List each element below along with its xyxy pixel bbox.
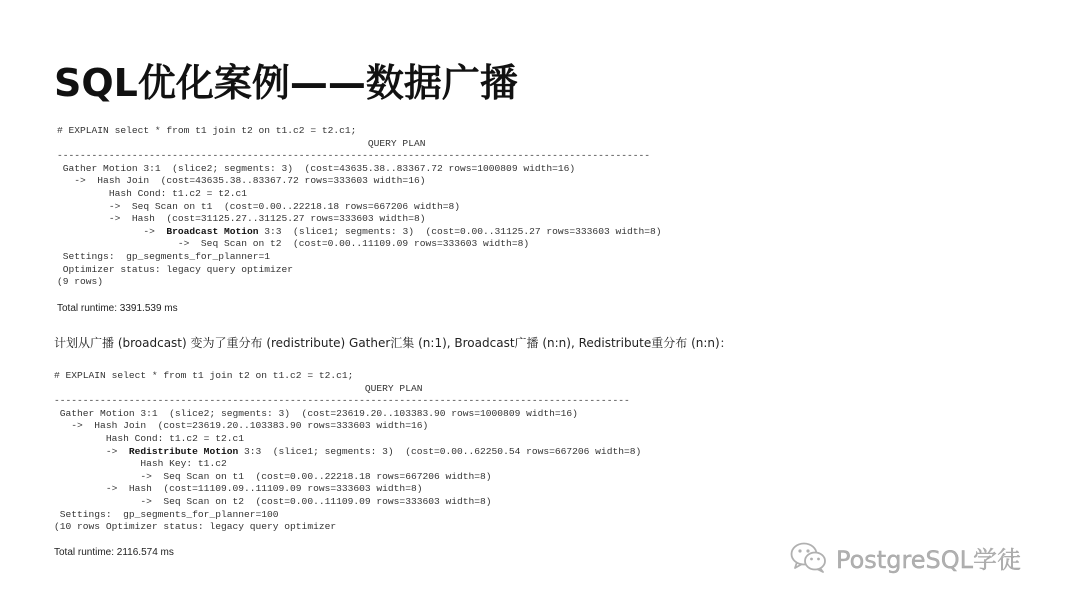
plan-line: -> Seq Scan on t2 (cost=0.00..11109.09 rows=333603 width=8) (54, 495, 492, 507)
plan-line: Hash Cond: t1.c2 = t2.c1 (57, 187, 247, 199)
plan-line: ------------------------------------------------------------------------------------------------------- (57, 150, 650, 162)
plan-line-rest: 3:3 (slice1; segments: 3) (cost=0.00..31125.27 rows=333603 width=8) (258, 225, 662, 237)
plan-line: Settings: gp_segments_for_planner=100 (54, 508, 279, 520)
plan-line: Gather Motion 3:1 (slice2; segments: 3) (cost=23619.20..103383.90 rows=1000809 width=16) (54, 407, 578, 419)
plan-line: Hash Cond: t1.c2 = t2.c1 (54, 432, 244, 444)
query-plan-2 (54, 370, 641, 534)
plan-line-prefix: -> (54, 445, 129, 457)
plan-line: -> Hash (cost=31125.27..31125.27 rows=333603 width=8) (57, 213, 426, 225)
plan-line: Settings: gp_segments_for_planner=1 (57, 250, 271, 262)
plan-line: # EXPLAIN select * from t1 join t2 on t1.c2 = t2.c1; (57, 125, 357, 136)
plan-line: Optimizer status: legacy query optimizer (57, 263, 294, 275)
total-runtime-1: Total runtime: 3391.539 ms (57, 303, 178, 314)
plan-line-rest: 3:3 (slice1; segments: 3) (cost=0.00..62250.54 rows=667206 width=8) (238, 445, 642, 457)
plan-line: QUERY PLAN (57, 137, 426, 149)
plan-line: -> Seq Scan on t1 (cost=0.00..22218.18 rows=667206 width=8) (57, 200, 461, 212)
plan-change-description: 计划从广播 (broadcast) 变为了重分布 (redistribute) Gather汇集 (n:1), Broadcast广播 (n:n), Redistribute重分布 (n:n)： (54, 336, 732, 350)
motion-keyword: Broadcast Motion (166, 225, 259, 237)
motion-keyword: Redistribute Motion (128, 445, 239, 457)
plan-line: # EXPLAIN select * from t1 join t2 on t1.c2 = t2.c1; (54, 370, 354, 381)
plan-line (57, 226, 662, 239)
query-plan-1 (57, 125, 662, 289)
plan-line: ---------------------------------------------------------------------------------------------------- (54, 395, 630, 407)
plan-line: (10 rows Optimizer status: legacy query optimizer (54, 521, 337, 533)
plan-line: Gather Motion 3:1 (slice2; segments: 3) (cost=43635.38..83367.72 rows=1000809 width=16) (57, 162, 576, 174)
watermark-text: PostgreSQL学徒 (836, 545, 1022, 574)
plan-line: -> Hash Join (cost=23619.20..103383.90 rows=333603 width=16) (54, 420, 429, 432)
total-runtime-2: Total runtime: 2116.574 ms (54, 547, 174, 558)
watermark (790, 540, 1021, 574)
plan-line: Hash Key: t1.c2 (54, 458, 227, 470)
plan-line: QUERY PLAN (54, 382, 423, 394)
plan-line: -> Hash (cost=11109.09..11109.09 rows=333603 width=8) (54, 483, 423, 495)
plan-line: -> Seq Scan on t1 (cost=0.00..22218.18 rows=667206 width=8) (54, 470, 492, 482)
wechat-icon (790, 541, 828, 573)
plan-line: (9 rows) (57, 276, 104, 288)
slide-title: SQL优化案例——数据广播 (54, 61, 518, 105)
plan-line (54, 446, 641, 459)
plan-line: -> Seq Scan on t2 (cost=0.00..11109.09 rows=333603 width=8) (57, 238, 530, 250)
plan-line-prefix: -> (57, 225, 167, 237)
plan-line: -> Hash Join (cost=43635.38..83367.72 rows=333603 width=16) (57, 175, 426, 187)
